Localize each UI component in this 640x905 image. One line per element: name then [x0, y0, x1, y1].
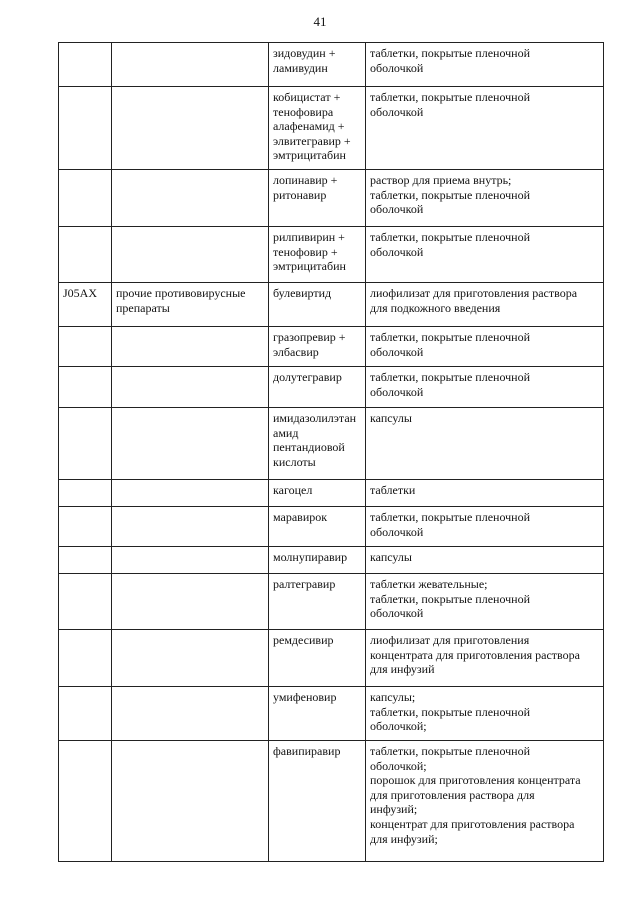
dosage-form-cell: таблетки, покрытые пленочной оболочкой: [366, 227, 604, 283]
group-name-cell: [112, 87, 269, 170]
table-row: [59, 170, 604, 227]
group-name-cell: [112, 327, 269, 367]
group-name-cell: [112, 408, 269, 480]
dosage-form-cell: таблетки жевательные; таблетки, покрытые пленочной оболочкой: [366, 574, 604, 630]
table-row: [59, 367, 604, 408]
drug-name-cell: булевиртид: [269, 283, 366, 327]
atc-code-cell: [59, 170, 112, 227]
atc-code-cell: [59, 480, 112, 507]
dosage-form-cell: таблетки, покрытые пленочной оболочкой: [366, 87, 604, 170]
table-row: [59, 227, 604, 283]
drug-name-cell: имидазолилэтан амид пентандиовой кислоты: [269, 408, 366, 480]
atc-code-cell: [59, 367, 112, 408]
drug-name-cell: умифеновир: [269, 687, 366, 741]
table-body: [59, 43, 604, 862]
dosage-form-cell: капсулы: [366, 547, 604, 574]
drug-name-cell: молнупиравир: [269, 547, 366, 574]
drug-name-cell: лопинавир + ритонавир: [269, 170, 366, 227]
drug-name-cell: фавипиравир: [269, 741, 366, 862]
drug-name-cell: ралтегравир: [269, 574, 366, 630]
dosage-form-cell: таблетки, покрытые пленочной оболочкой: [366, 367, 604, 408]
page-number: 41: [313, 14, 327, 29]
table-row: [59, 283, 604, 327]
table-row: [59, 547, 604, 574]
atc-code-cell: [59, 507, 112, 547]
table-row: [59, 574, 604, 630]
group-name-cell: [112, 630, 269, 687]
drug-name-cell: гразопревир + элбасвир: [269, 327, 366, 367]
dosage-form-cell: таблетки, покрытые пленочной оболочкой; порошок для приготовления концентрата для приготовления раствора для инфузий; концентрат для приготовления раствора для инфузий;: [366, 741, 604, 862]
dosage-form-cell: таблетки, покрытые пленочной оболочкой: [366, 43, 604, 87]
table-row: [59, 480, 604, 507]
group-name-cell: [112, 507, 269, 547]
atc-code-cell: J05AX: [59, 283, 112, 327]
table-row: [59, 630, 604, 687]
dosage-form-cell: капсулы; таблетки, покрытые пленочной оболочкой;: [366, 687, 604, 741]
drug-name-cell: кагоцел: [269, 480, 366, 507]
group-name-cell: [112, 574, 269, 630]
group-name-cell: [112, 741, 269, 862]
group-name-cell: [112, 367, 269, 408]
dosage-form-cell: раствор для приема внутрь; таблетки, покрытые пленочной оболочкой: [366, 170, 604, 227]
table-row: [59, 327, 604, 367]
dosage-form-cell: таблетки, покрытые пленочной оболочкой: [366, 507, 604, 547]
table-row: [59, 87, 604, 170]
group-name-cell: прочие противовирусные препараты: [112, 283, 269, 327]
group-name-cell: [112, 687, 269, 741]
drug-name-cell: долутегравир: [269, 367, 366, 408]
table-row: [59, 43, 604, 87]
drug-name-cell: зидовудин + ламивудин: [269, 43, 366, 87]
dosage-form-cell: лиофилизат для приготовления раствора для подкожного введения: [366, 283, 604, 327]
atc-code-cell: [59, 227, 112, 283]
table-row: [59, 408, 604, 480]
table-row: [59, 507, 604, 547]
group-name-cell: [112, 480, 269, 507]
dosage-form-cell: лиофилизат для приготовления концентрата для приготовления раствора для инфузий: [366, 630, 604, 687]
group-name-cell: [112, 170, 269, 227]
atc-code-cell: [59, 687, 112, 741]
atc-code-cell: [59, 741, 112, 862]
table-row: [59, 687, 604, 741]
drug-name-cell: ремдесивир: [269, 630, 366, 687]
drug-table: [58, 42, 604, 862]
atc-code-cell: [59, 87, 112, 170]
group-name-cell: [112, 547, 269, 574]
dosage-form-cell: таблетки: [366, 480, 604, 507]
atc-code-cell: [59, 327, 112, 367]
group-name-cell: [112, 43, 269, 87]
table-row: [59, 741, 604, 862]
dosage-form-cell: таблетки, покрытые пленочной оболочкой: [366, 327, 604, 367]
drug-name-cell: маравирок: [269, 507, 366, 547]
atc-code-cell: [59, 547, 112, 574]
atc-code-cell: [59, 574, 112, 630]
atc-code-cell: [59, 43, 112, 87]
atc-code-cell: [59, 630, 112, 687]
atc-code-cell: [59, 408, 112, 480]
dosage-form-cell: капсулы: [366, 408, 604, 480]
group-name-cell: [112, 227, 269, 283]
drug-name-cell: кобицистат + тенофовира алафенамид + элвитегравир + эмтрицитабин: [269, 87, 366, 170]
drug-name-cell: рилпивирин + тенофовир + эмтрицитабин: [269, 227, 366, 283]
